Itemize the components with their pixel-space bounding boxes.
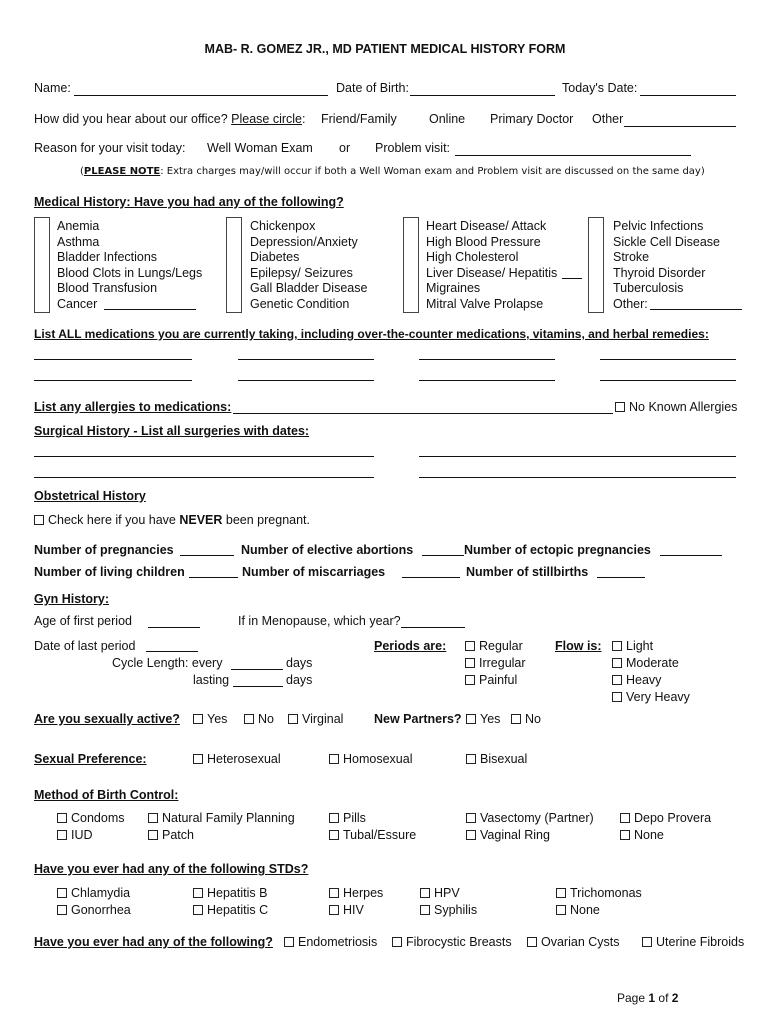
lasting-field[interactable] — [233, 686, 283, 687]
sexually-active-label: Are you sexually active? — [34, 712, 180, 726]
bc-vasectomy-checkbox[interactable] — [466, 813, 476, 823]
referral-colon: : — [302, 112, 306, 126]
period-irregular[interactable] — [465, 656, 526, 671]
stds-heading: Have you ever had any of the following STDs? — [34, 862, 309, 876]
page-number — [617, 991, 678, 1006]
period-regular-checkbox[interactable] — [465, 641, 475, 651]
bc-iud-label: IUD — [71, 828, 93, 842]
hepatitis-field[interactable] — [562, 278, 582, 279]
partners-no-label: No — [525, 712, 541, 726]
referral-question — [34, 112, 306, 127]
cond-endometriosis-checkbox[interactable] — [284, 937, 294, 947]
bc-depo-checkbox[interactable] — [620, 813, 630, 823]
active-yes[interactable] — [193, 712, 227, 727]
bc-pills[interactable] — [329, 811, 366, 826]
condition-genetic: Genetic Condition — [250, 296, 350, 311]
std-trichomonas-checkbox[interactable] — [556, 888, 566, 898]
stillbirths-label: Number of stillbirths — [466, 565, 589, 579]
cond-fibrocystic[interactable] — [392, 935, 512, 950]
flow-moderate[interactable] — [612, 656, 679, 671]
referral-primary-doctor[interactable]: Primary Doctor — [490, 112, 574, 126]
period-painful-label: Painful — [479, 673, 518, 687]
surgery-line[interactable] — [419, 456, 736, 457]
condition-blood-clots: Blood Clots in Lungs/Legs — [57, 265, 203, 280]
flow-very-heavy-label: Very Heavy — [626, 690, 690, 704]
medical-history-heading: Medical History: Have you had any of the following? — [34, 195, 344, 209]
cond-uterine-fibroids[interactable] — [642, 935, 744, 950]
bc-none-checkbox[interactable] — [620, 830, 630, 840]
std-hpv-label: HPV — [434, 886, 460, 900]
condition-depression: Depression/Anxiety — [250, 234, 358, 249]
std-herpes[interactable] — [329, 886, 383, 901]
condition-heart-disease: Heart Disease/ Attack — [426, 219, 547, 233]
std-none[interactable] — [556, 903, 600, 918]
flow-very-heavy[interactable] — [612, 690, 690, 705]
condition-tuberculosis: Tuberculosis — [613, 281, 684, 295]
condition-bladder-infections: Bladder Infections — [57, 250, 158, 264]
std-chlamydia-label: Chlamydia — [71, 886, 131, 900]
bc-ring-label: Vaginal Ring — [480, 828, 550, 842]
cond-fibrocystic-label: Fibrocystic Breasts — [406, 935, 512, 949]
note — [80, 164, 705, 179]
std-syphilis-label: Syphilis — [434, 903, 478, 917]
std-hpv-checkbox[interactable] — [420, 888, 430, 898]
std-gonorrhea[interactable] — [57, 903, 131, 918]
pref-homosexual-label: Homosexual — [343, 752, 413, 766]
miscarriages-label: Number of miscarriages — [242, 565, 386, 579]
referral-online[interactable]: Online — [429, 112, 466, 126]
bc-depo-label: Depo Provera — [634, 811, 712, 825]
active-virginal-checkbox[interactable] — [288, 714, 298, 724]
bc-iud[interactable] — [57, 828, 93, 843]
cond-endometriosis-label: Endometriosis — [298, 935, 378, 949]
last-period-field[interactable] — [146, 651, 198, 652]
name-label: Name: — [34, 81, 71, 95]
flow-light-label: Light — [626, 639, 654, 653]
medical-checkbox-col1[interactable] — [34, 217, 50, 313]
surgery-line[interactable] — [419, 477, 736, 478]
stillbirths-field[interactable] — [597, 577, 645, 578]
page-of: of — [658, 991, 669, 1005]
no-known-allergies-label: No Known Allergies — [629, 400, 738, 414]
cond-uterine-fibroids-checkbox[interactable] — [642, 937, 652, 947]
note-text: : Extra charges may/will occur if both a Well Woman exam and Problem visit are discussed on the same day) — [160, 166, 705, 177]
std-syphilis[interactable] — [420, 903, 477, 918]
medication-line[interactable] — [238, 359, 374, 360]
no-known-allergies-option[interactable] — [615, 400, 737, 415]
dob-field[interactable] — [410, 95, 555, 96]
cond-ovarian-cysts-label: Ovarian Cysts — [541, 935, 620, 949]
condition-epilepsy: Epilepsy/ Seizures — [250, 265, 353, 280]
condition-other-field[interactable] — [650, 309, 742, 310]
birth-control-heading: Method of Birth Control: — [34, 788, 179, 802]
condition-high-blood-pressure: High Blood Pressure — [426, 234, 541, 249]
ectopic-label: Number of ectopic pregnancies — [464, 543, 651, 557]
active-no[interactable] — [244, 712, 274, 727]
first-period-field[interactable] — [148, 627, 200, 628]
std-none-checkbox[interactable] — [556, 905, 566, 915]
allergies-label: List any allergies to medications: — [34, 400, 232, 414]
bc-tubal[interactable] — [329, 828, 416, 843]
partners-no-checkbox[interactable] — [511, 714, 521, 724]
allergies-field[interactable] — [233, 413, 613, 414]
bc-tubal-checkbox[interactable] — [329, 830, 339, 840]
condition-thyroid: Thyroid Disorder — [613, 265, 706, 280]
ectopic-field[interactable] — [660, 555, 722, 556]
never-pregnant-prefix: Check here if you have — [48, 513, 176, 527]
flow-heavy-checkbox[interactable] — [612, 675, 622, 685]
std-gonorrhea-checkbox[interactable] — [57, 905, 67, 915]
bc-ring-checkbox[interactable] — [466, 830, 476, 840]
std-hiv-label: HIV — [343, 903, 364, 917]
referral-other[interactable]: Other — [592, 112, 624, 126]
cond-ovarian-cysts-checkbox[interactable] — [527, 937, 537, 947]
std-herpes-checkbox[interactable] — [329, 888, 339, 898]
last-period-label: Date of last period — [34, 639, 136, 653]
medication-line[interactable] — [419, 380, 555, 381]
flow-light-checkbox[interactable] — [612, 641, 622, 651]
gyn-heading: Gyn History: — [34, 592, 110, 606]
bc-iud-checkbox[interactable] — [57, 830, 67, 840]
std-hiv[interactable] — [329, 903, 364, 918]
bc-vasectomy[interactable] — [466, 811, 594, 826]
pref-heterosexual-label: Heterosexual — [207, 752, 281, 766]
bc-vasectomy-label: Vasectomy (Partner) — [480, 811, 594, 825]
pref-heterosexual-checkbox[interactable] — [193, 754, 203, 764]
std-hep-c[interactable] — [193, 903, 268, 918]
condition-sickle-cell: Sickle Cell Disease — [613, 234, 720, 249]
elective-abortions-label: Number of elective abortions — [241, 543, 414, 557]
condition-cancer: Cancer — [57, 296, 98, 311]
pref-homosexual-checkbox[interactable] — [329, 754, 339, 764]
condition-gall-bladder: Gall Bladder Disease — [250, 281, 368, 295]
medication-line[interactable] — [600, 380, 736, 381]
std-hep-b-label: Hepatitis B — [207, 886, 268, 900]
referral-friend[interactable]: Friend/Family — [321, 112, 397, 126]
bc-condoms-checkbox[interactable] — [57, 813, 67, 823]
bc-depo[interactable] — [620, 811, 711, 826]
please-circle: Please circle — [231, 112, 303, 126]
condition-diabetes: Diabetes — [250, 250, 300, 264]
std-chlamydia[interactable] — [57, 886, 130, 901]
active-yes-label: Yes — [207, 712, 228, 726]
surgery-line[interactable] — [34, 477, 374, 478]
cycle-days-label: days — [286, 656, 313, 670]
no-known-allergies-checkbox[interactable] — [615, 402, 625, 412]
period-painful-checkbox[interactable] — [465, 675, 475, 685]
pref-bisexual[interactable] — [466, 752, 527, 767]
menopause-label: If in Menopause, which year? — [238, 614, 401, 628]
active-no-label: No — [258, 712, 274, 726]
flow-light[interactable] — [612, 639, 653, 654]
today-label: Today's Date: — [562, 81, 638, 95]
std-hep-c-label: Hepatitis C — [207, 903, 269, 917]
visit-well-woman[interactable]: Well Woman Exam — [207, 141, 313, 155]
pref-homosexual[interactable] — [329, 752, 412, 767]
pref-heterosexual[interactable] — [193, 752, 281, 767]
partners-yes[interactable] — [466, 712, 500, 727]
std-gonorrhea-label: Gonorrhea — [71, 903, 131, 917]
visit-label: Reason for your visit today: — [34, 141, 186, 155]
std-hpv[interactable] — [420, 886, 460, 901]
period-regular-label: Regular — [479, 639, 523, 653]
period-irregular-checkbox[interactable] — [465, 658, 475, 668]
std-trichomonas[interactable] — [556, 886, 642, 901]
std-syphilis-checkbox[interactable] — [420, 905, 430, 915]
condition-asthma: Asthma — [57, 234, 100, 249]
std-trichomonas-label: Trichomonas — [570, 886, 642, 900]
std-hep-b-checkbox[interactable] — [193, 888, 203, 898]
referral-question-text: How did you hear about our office? — [34, 112, 228, 126]
medical-checkbox-col3[interactable] — [403, 217, 419, 313]
sexual-preference-label: Sexual Preference: — [34, 752, 147, 766]
active-virginal[interactable] — [288, 712, 343, 727]
partners-no[interactable] — [511, 712, 541, 727]
living-children-field[interactable] — [189, 577, 238, 578]
condition-blood-transfusion: Blood Transfusion — [57, 281, 158, 295]
cycle-length-field[interactable] — [231, 669, 283, 670]
bc-condoms[interactable] — [57, 811, 125, 826]
partners-yes-checkbox[interactable] — [466, 714, 476, 724]
condition-high-cholesterol: High Cholesterol — [426, 250, 519, 264]
medical-col3 — [426, 219, 557, 312]
cancer-field[interactable] — [104, 309, 196, 310]
pref-bisexual-label: Bisexual — [480, 752, 528, 766]
other-conditions-heading: Have you ever had any of the following? — [34, 935, 273, 949]
condition-other: Other: — [613, 296, 648, 311]
flow-heavy[interactable] — [612, 673, 661, 688]
active-no-checkbox[interactable] — [244, 714, 254, 724]
medication-line[interactable] — [419, 359, 555, 360]
medical-col1 — [57, 219, 202, 312]
cond-fibrocystic-checkbox[interactable] — [392, 937, 402, 947]
condition-anemia: Anemia — [57, 219, 100, 233]
lasting-days-label: days — [286, 673, 313, 687]
std-herpes-label: Herpes — [343, 886, 384, 900]
referral-other-field[interactable] — [624, 126, 736, 127]
std-none-label: None — [570, 903, 600, 917]
period-regular[interactable] — [465, 639, 523, 654]
medications-heading: List ALL medications you are currently taking, including over-the-counter medications, vitamins, and herbal remedies: — [34, 327, 709, 341]
bc-natural-label: Natural Family Planning — [162, 811, 295, 825]
never-pregnant-option[interactable] — [34, 513, 310, 528]
today-field[interactable] — [640, 95, 736, 96]
medication-line[interactable] — [600, 359, 736, 360]
dob-label: Date of Birth: — [336, 81, 409, 95]
flow-moderate-label: Moderate — [626, 656, 679, 670]
periods-label: Periods are: — [374, 639, 447, 653]
bc-tubal-label: Tubal/Essure — [343, 828, 417, 842]
new-partners-label: New Partners? — [374, 712, 462, 726]
bc-ring[interactable] — [466, 828, 550, 843]
medication-line[interactable] — [34, 359, 192, 360]
bc-patch[interactable] — [148, 828, 194, 843]
medication-line[interactable] — [34, 380, 192, 381]
surgery-line[interactable] — [34, 456, 374, 457]
std-chlamydia-checkbox[interactable] — [57, 888, 67, 898]
medical-col4 — [613, 219, 720, 312]
page-word: Page — [617, 991, 646, 1005]
std-hiv-checkbox[interactable] — [329, 905, 339, 915]
page-current: 1 — [648, 991, 656, 1005]
elective-abortions-field[interactable] — [422, 555, 464, 556]
active-yes-checkbox[interactable] — [193, 714, 203, 724]
flow-heavy-label: Heavy — [626, 673, 662, 687]
pregnancies-field[interactable] — [180, 555, 234, 556]
bc-condoms-label: Condoms — [71, 811, 125, 825]
bc-patch-label: Patch — [162, 828, 194, 842]
partners-yes-label: Yes — [480, 712, 501, 726]
medical-checkbox-col4[interactable] — [588, 217, 604, 313]
visit-problem-label: Problem visit: — [375, 141, 451, 155]
cycle-length-label: Cycle Length: every — [112, 656, 223, 670]
condition-migraines: Migraines — [426, 281, 481, 295]
living-children-label: Number of living children — [34, 565, 185, 579]
bc-none-label: None — [634, 828, 664, 842]
never-emphasis: NEVER — [179, 513, 223, 527]
period-irregular-label: Irregular — [479, 656, 526, 670]
page-total: 2 — [671, 991, 679, 1005]
bc-natural[interactable] — [148, 811, 295, 826]
condition-stroke: Stroke — [613, 250, 650, 264]
medical-checkbox-col2[interactable] — [226, 217, 242, 313]
miscarriages-field[interactable] — [402, 577, 460, 578]
bc-pills-checkbox[interactable] — [329, 813, 339, 823]
bc-patch-checkbox[interactable] — [148, 830, 158, 840]
condition-pelvic-infections: Pelvic Infections — [613, 219, 704, 233]
visit-problem-field[interactable] — [455, 155, 691, 156]
condition-liver-disease: Liver Disease/ Hepatitis — [426, 265, 558, 280]
never-pregnant-suffix: been pregnant. — [225, 513, 311, 527]
flow-label: Flow is: — [555, 639, 602, 653]
bc-natural-checkbox[interactable] — [148, 813, 158, 823]
visit-or: or — [339, 141, 351, 155]
cond-ovarian-cysts[interactable] — [527, 935, 620, 950]
form-title: MAB- R. GOMEZ JR., MD PATIENT MEDICAL HISTORY FORM — [204, 42, 566, 56]
flow-moderate-checkbox[interactable] — [612, 658, 622, 668]
active-virginal-label: Virginal — [302, 712, 344, 726]
cond-endometriosis[interactable] — [284, 935, 377, 950]
first-period-label: Age of first period — [34, 614, 132, 628]
medication-line[interactable] — [238, 380, 374, 381]
flow-very-heavy-checkbox[interactable] — [612, 692, 622, 702]
note-open: ( — [80, 166, 84, 177]
bc-pills-label: Pills — [343, 811, 366, 825]
pref-bisexual-checkbox[interactable] — [466, 754, 476, 764]
std-hep-c-checkbox[interactable] — [193, 905, 203, 915]
std-hep-b[interactable] — [193, 886, 267, 901]
surgical-heading: Surgical History - List all surgeries with dates: — [34, 424, 310, 438]
obstetrical-heading: Obstetrical History — [34, 489, 146, 503]
name-field[interactable] — [74, 95, 328, 96]
note-bold: PLEASE NOTE — [83, 166, 161, 177]
condition-mitral-valve: Mitral Valve Prolapse — [426, 296, 544, 311]
lasting-label: lasting — [193, 673, 230, 687]
medical-col2 — [250, 219, 367, 312]
condition-chickenpox: Chickenpox — [250, 219, 316, 233]
pregnancies-label: Number of pregnancies — [34, 543, 174, 557]
cond-uterine-fibroids-label: Uterine Fibroids — [656, 935, 745, 949]
bc-none[interactable] — [620, 828, 664, 843]
never-pregnant-checkbox[interactable] — [34, 515, 44, 525]
menopause-field[interactable] — [401, 627, 465, 628]
period-painful[interactable] — [465, 673, 517, 688]
